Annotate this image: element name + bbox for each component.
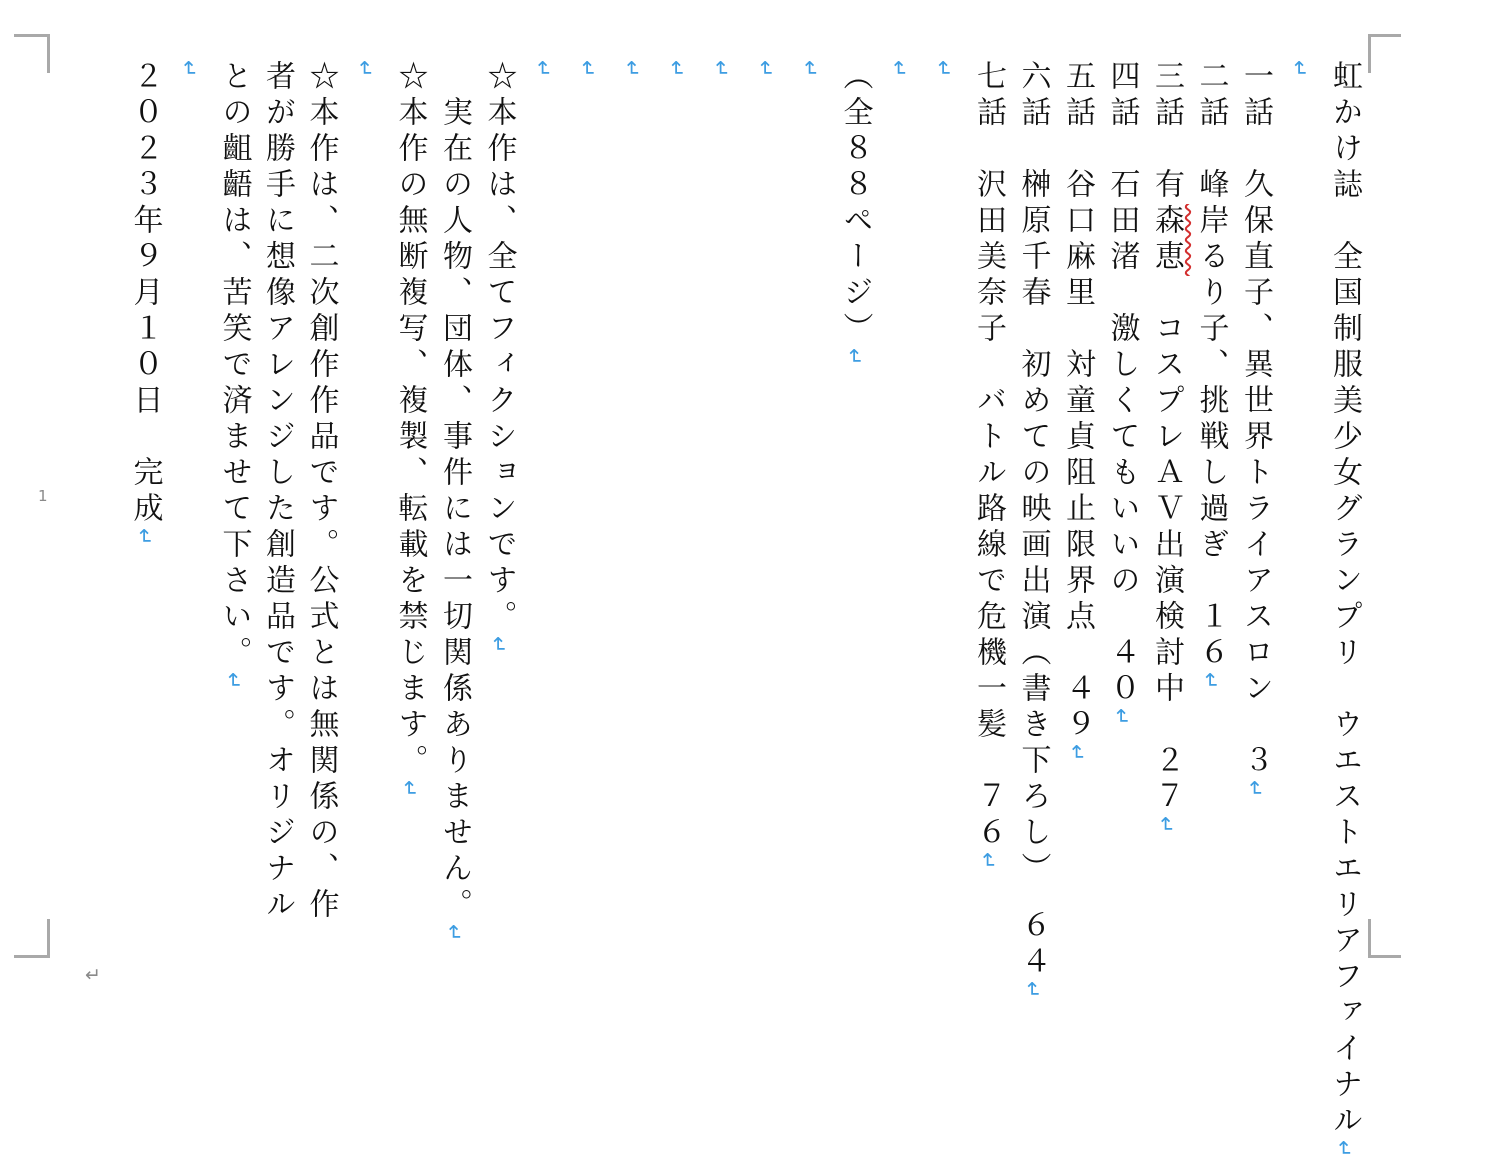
return-mark-icon: ↵ — [85, 964, 101, 986]
blank-line — [699, 60, 744, 90]
paragraph-mark-icon: ↵ — [1154, 816, 1178, 834]
paragraph-mark-icon: ↵ — [976, 852, 1000, 870]
paragraph-mark-icon: ↵ — [442, 924, 466, 942]
paragraph-mark-icon: ↵ — [486, 636, 511, 654]
paragraph-mark-icon: ↵ — [709, 60, 733, 78]
paragraph-mark-icon: ↵ — [531, 60, 555, 78]
paragraph-mark-icon: ↵ — [1243, 780, 1267, 798]
blank-line — [610, 60, 655, 90]
paragraph-mark-icon: ↵ — [931, 60, 956, 78]
toc-entry-7: 七話 沢田美奈子 バトル路線で危機一髪 ７６↵ — [966, 60, 1011, 930]
paragraph-mark-icon: ↵ — [620, 60, 644, 78]
blank-line — [921, 60, 966, 90]
paragraph-mark-icon: ↵ — [177, 60, 201, 78]
paragraph-mark-icon: ↵ — [397, 780, 422, 798]
blank-line — [654, 60, 699, 90]
paragraph-mark-icon: ↵ — [664, 60, 689, 78]
paragraph-mark-icon: ↵ — [887, 60, 911, 78]
blank-line — [743, 60, 788, 90]
toc-entry-1: 一話 久保直子、異世界トライアスロン ３↵ — [1233, 60, 1278, 930]
page-corner-top-left — [14, 34, 50, 73]
paragraph-mark-icon: ↵ — [132, 528, 157, 546]
toc-entry-2: 二話 峰岸るり子、挑戦し過ぎ １６↵ — [1188, 60, 1233, 930]
paragraph-mark-icon: ↵ — [575, 60, 600, 78]
blank-line — [565, 60, 610, 90]
paragraph-mark-icon: ↵ — [1198, 672, 1223, 690]
document-body[interactable] — [48, 60, 1366, 1158]
note-fiction: ☆本作は、全てフィクションです。↵ — [476, 60, 521, 930]
spellcheck-squiggle[interactable]: 岸る — [1193, 204, 1229, 276]
blank-line — [521, 60, 566, 90]
paragraph-mark-icon: ↵ — [1020, 981, 1045, 999]
completion-date: ２０２３年９月１０日 完成↵ — [122, 60, 167, 930]
blank-line — [788, 60, 833, 90]
toc-title: 虹かけ誌 全国制服美少女グランプリ ウエストエリアファイナル↵ — [1322, 60, 1367, 930]
toc-entry-6: 六話 榊原千春 初めての映画出演（書き下ろし） ６４↵ — [1010, 60, 1055, 930]
blank-line — [343, 60, 388, 90]
toc-total-pages: （全８８ページ）↵ — [832, 60, 877, 930]
page-corner-top-right — [1368, 34, 1401, 73]
paragraph-mark-icon: ↵ — [753, 60, 778, 78]
paragraph-mark-icon: ↵ — [353, 60, 377, 78]
paragraph-mark-icon: ↵ — [1287, 60, 1312, 78]
paragraph-mark-icon: ↵ — [1065, 744, 1089, 762]
paragraph-mark-icon: ↵ — [1109, 708, 1134, 726]
toc-entry-3: 三話 有森恵 コスプレＡＶ出演検討中 ２７↵ — [1144, 60, 1189, 930]
paragraph-mark-icon: ↵ — [842, 348, 867, 366]
paragraph-mark-icon: ↵ — [221, 672, 246, 690]
page-corner-bottom-right — [1368, 919, 1401, 958]
blank-line — [1277, 60, 1322, 90]
note-copyright: ☆本作の無断複写、複製、転載を禁じます。↵ — [387, 60, 432, 930]
paragraph-mark-icon: ↵ — [1332, 1140, 1356, 1158]
note-fiction-detail: 実在の人物、団体、事件には一切関係ありません。↵ — [432, 60, 477, 930]
page-corner-bottom-left — [14, 919, 50, 958]
blank-line — [877, 60, 922, 90]
page-number: 1 — [38, 487, 48, 505]
toc-entry-5: 五話 谷口麻里 対童貞阻止限界点 ４９↵ — [1055, 60, 1100, 930]
note-derivative: ☆本作は、二次創作作品です。公式とは無関係の、作者が勝手に想像アレンジした創造品です。オリジナルとの齟齬は、苦笑で済ませて下さい。↵ — [211, 60, 343, 930]
paragraph-mark-icon: ↵ — [798, 60, 822, 78]
blank-line — [167, 60, 212, 90]
toc-entry-4: 四話 石田渚 激しくてもいいの ４０↵ — [1099, 60, 1144, 930]
